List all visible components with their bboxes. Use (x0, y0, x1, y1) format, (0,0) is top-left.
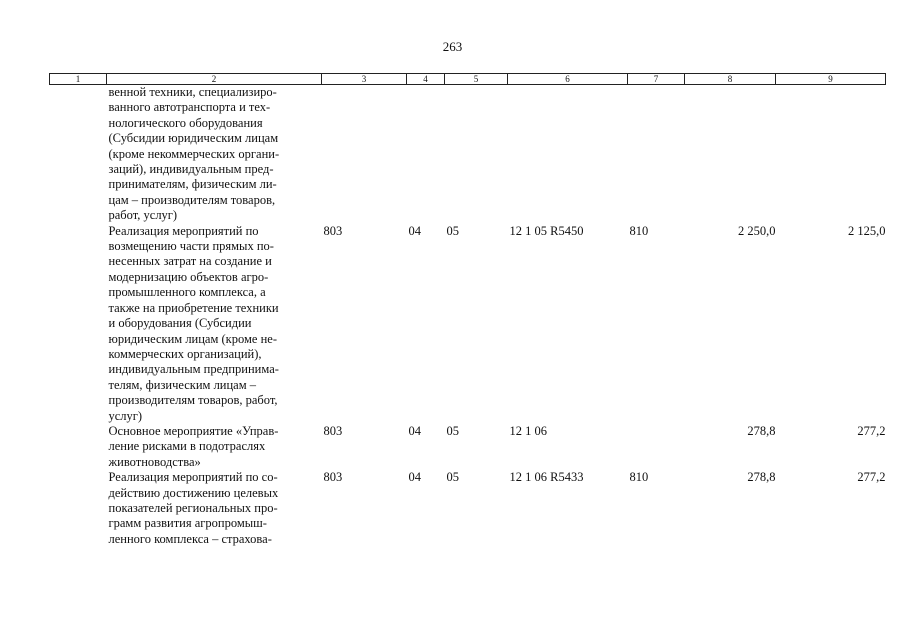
cell-section-code (407, 85, 445, 224)
cell-subsection-code: 05 (446, 470, 459, 485)
table-row (50, 424, 886, 470)
description-line: работ, услуг) (108, 208, 178, 223)
description-line: принимателям, физическим ли- (108, 177, 277, 192)
cell-subsection-code: 05 (446, 223, 459, 238)
description-line: Реализация мероприятий по (108, 223, 259, 238)
description-line: ление рисками в подотраслях (108, 439, 266, 454)
cell-description (107, 85, 322, 224)
cell-section-code: 04 (408, 470, 421, 485)
description-line: возмещению части прямых по- (108, 239, 274, 254)
description-line: Основное мероприятие «Управ- (108, 423, 279, 438)
page-number: 263 (442, 39, 463, 54)
budget-table (49, 73, 886, 547)
column-header-7: 7 (628, 74, 685, 85)
description-line: нологического оборудования (108, 115, 263, 130)
cell-department-code: 803 (323, 223, 343, 238)
description-line: коммерческих организаций), (108, 346, 262, 361)
cell-amount-2 (776, 85, 886, 224)
cell-section-code: 04 (408, 223, 421, 238)
cell-col1 (50, 224, 107, 424)
cell-section-code: 04 (408, 423, 421, 438)
description-line: ленного комплекса – страхова- (108, 531, 272, 546)
description-line: грамм развития агропромыш- (108, 516, 267, 531)
cell-subsection-code (445, 85, 508, 224)
description-line: и оборудования (Субсидии (108, 316, 252, 331)
description-line: цам – производителям товаров, (108, 192, 276, 207)
description-line: действию достижению целевых (108, 485, 279, 500)
table-row (50, 470, 886, 547)
cell-col1 (50, 85, 107, 224)
column-header-2: 2 (107, 74, 322, 85)
description-line: венной техники, специализиро- (108, 85, 277, 99)
description-line: (Субсидии юридическим лицам (108, 131, 279, 146)
cell-target-article (508, 85, 628, 224)
column-header-1: 1 (50, 74, 107, 85)
cell-expense-type: 810 (629, 223, 649, 238)
description-line: животноводства» (108, 454, 201, 469)
table-header (50, 74, 886, 85)
cell-col1 (50, 470, 107, 547)
cell-expense-type: 810 (629, 470, 649, 485)
description-line: телям, физическим лицам – (108, 377, 257, 392)
cell-expense-type (628, 424, 685, 470)
cell-department-code (322, 85, 407, 224)
cell-description (107, 224, 322, 424)
description-line: также на приобретение техники (108, 300, 279, 315)
cell-amount-1: 278,8 (747, 470, 776, 485)
column-header-8: 8 (685, 74, 776, 85)
cell-target-article: 12 1 05 R5450 (509, 223, 584, 238)
description-line: (кроме некоммерческих органи- (108, 146, 280, 161)
cell-description (107, 424, 322, 470)
column-header-3: 3 (322, 74, 407, 85)
cell-amount-1 (685, 85, 776, 224)
description-line: Реализация мероприятий по со- (108, 470, 278, 485)
header-row (50, 74, 886, 85)
cell-amount-2: 277,2 (857, 423, 886, 438)
cell-description (107, 470, 322, 547)
description-line: модернизацию объектов агро- (108, 269, 269, 284)
column-header-4: 4 (407, 74, 445, 85)
description-line: несенных затрат на создание и (108, 254, 272, 269)
cell-amount-1: 2 250,0 (738, 223, 776, 238)
cell-subsection-code: 05 (446, 423, 459, 438)
description-line: юридическим лицам (кроме не- (108, 331, 277, 346)
cell-target-article: 12 1 06 (509, 423, 547, 438)
description-line: услуг) (108, 408, 143, 423)
cell-expense-type (628, 85, 685, 224)
table-row (50, 224, 886, 424)
column-header-6: 6 (508, 74, 628, 85)
table-body (50, 85, 886, 548)
cell-col1 (50, 424, 107, 470)
description-line: ванного автотранспорта и тех- (108, 100, 271, 115)
description-line: индивидуальным предпринима- (108, 362, 279, 377)
cell-amount-2: 277,2 (857, 470, 886, 485)
description-line: промышленного комплекса, а (108, 285, 266, 300)
description-line: показателей региональных про- (108, 500, 278, 515)
cell-department-code: 803 (323, 423, 343, 438)
table-row (50, 85, 886, 224)
column-header-9: 9 (776, 74, 886, 85)
cell-target-article: 12 1 06 R5433 (509, 470, 584, 485)
cell-department-code: 803 (323, 470, 343, 485)
column-header-5: 5 (445, 74, 508, 85)
cell-amount-2: 2 125,0 (848, 223, 886, 238)
description-line: заций), индивидуальным пред- (108, 162, 274, 177)
description-line: производителям товаров, работ, (108, 393, 278, 408)
cell-amount-1: 278,8 (747, 423, 776, 438)
